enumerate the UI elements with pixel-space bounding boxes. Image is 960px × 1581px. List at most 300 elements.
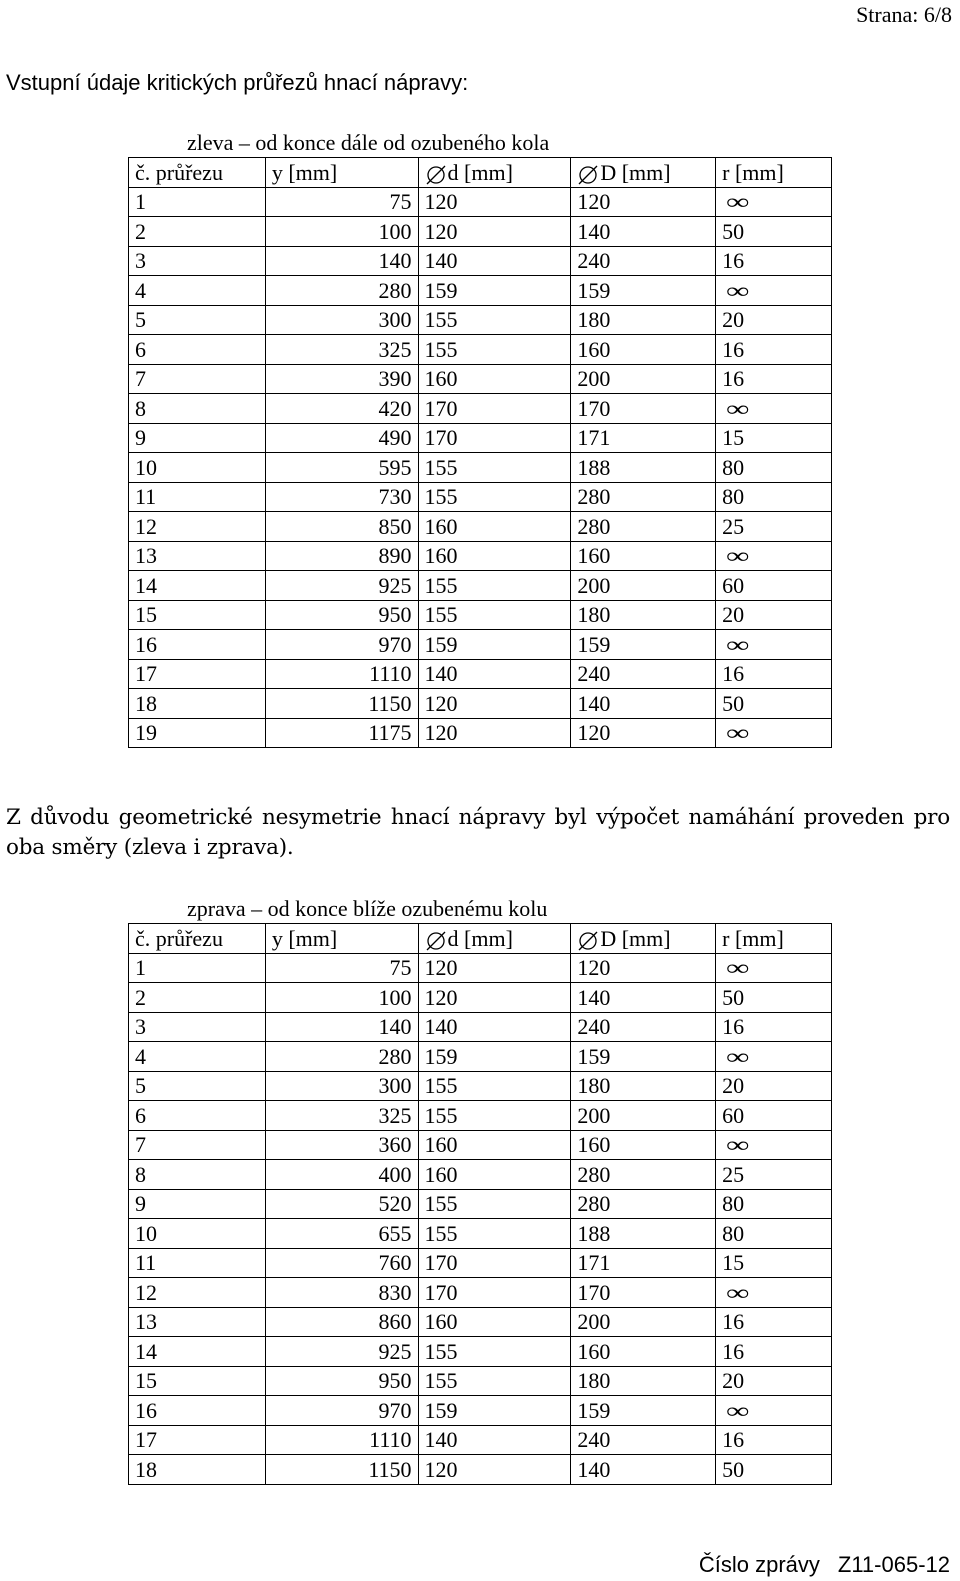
table-row	[129, 1248, 832, 1278]
cell-value: 160	[424, 1161, 458, 1187]
cell-D	[571, 1396, 716, 1426]
cell-value: 280	[577, 513, 611, 539]
cell-y	[265, 1396, 418, 1426]
cell-y	[265, 453, 418, 483]
infinity-symbol: ∞	[726, 955, 750, 981]
cell-value: 180	[577, 1368, 611, 1394]
cell-D	[571, 335, 716, 365]
cell-value: 16	[722, 1338, 745, 1364]
cell-value: 4	[135, 1043, 146, 1069]
cell-D	[571, 630, 716, 660]
cell-y	[265, 335, 418, 365]
cell-value: 155	[424, 1338, 458, 1364]
cell-value: 240	[577, 248, 611, 274]
diameter-icon	[425, 930, 447, 952]
cell-r	[716, 453, 832, 483]
cell-value: 159	[577, 631, 611, 657]
cell-value: 1	[135, 189, 146, 215]
cell-D	[571, 305, 716, 335]
cell-value: 120	[424, 218, 458, 244]
table-row	[129, 1307, 832, 1337]
cell-value: 140	[378, 1014, 412, 1040]
cell-value: 240	[577, 661, 611, 687]
table-row	[129, 1012, 832, 1042]
cell-y	[265, 571, 418, 601]
cell-value: 155	[424, 1191, 458, 1217]
cell-section-no	[129, 953, 266, 983]
cell-value: 160	[424, 543, 458, 569]
cell-value: 13	[135, 543, 157, 569]
cell-value: 160	[577, 336, 611, 362]
cell-section-no	[129, 571, 266, 601]
cell-section-no	[129, 187, 266, 217]
cell-value: 7	[135, 1132, 146, 1158]
table-row	[129, 423, 832, 453]
cell-value: 11	[135, 484, 157, 510]
cell-value: 830	[378, 1279, 412, 1305]
cell-value: 20	[722, 602, 745, 628]
cell-value: 200	[577, 1102, 611, 1128]
cell-r	[716, 364, 832, 394]
report-number: Z11-065-12	[837, 1552, 950, 1577]
cell-value: 16	[135, 1397, 157, 1423]
cell-value: 11	[135, 1250, 157, 1276]
cell-value: 6	[135, 1102, 146, 1128]
cell-value: 7	[135, 366, 146, 392]
table-row	[129, 1071, 832, 1101]
cell-r	[716, 1248, 832, 1278]
cell-value: 170	[424, 1250, 458, 1276]
cell-value: 12	[135, 1279, 157, 1305]
cell-value: 18	[135, 690, 157, 716]
cell-value: 19	[135, 720, 157, 746]
cell-value: 16	[722, 1427, 745, 1453]
cell-d	[418, 1396, 571, 1426]
cell-r	[716, 718, 832, 748]
cell-section-no	[129, 1130, 266, 1160]
cell-r	[716, 1366, 832, 1396]
cell-section-no	[129, 394, 266, 424]
table-row	[129, 659, 832, 689]
cell-value: 120	[577, 720, 611, 746]
cell-r	[716, 305, 832, 335]
cell-value: 890	[378, 543, 412, 569]
cell-y	[265, 1189, 418, 1219]
cell-value: 860	[378, 1309, 412, 1335]
table-right	[128, 923, 832, 1485]
cell-y	[265, 364, 418, 394]
cell-d	[418, 659, 571, 689]
cell-value: 970	[378, 1397, 412, 1423]
cell-value: 160	[424, 366, 458, 392]
cell-D	[571, 1071, 716, 1101]
cell-D	[571, 453, 716, 483]
cell-value: 50	[722, 984, 745, 1010]
cell-value: 155	[424, 336, 458, 362]
cell-D	[571, 512, 716, 542]
cell-value: 760	[378, 1250, 412, 1276]
cell-D	[571, 246, 716, 276]
cell-section-no	[129, 1248, 266, 1278]
cell-D	[571, 364, 716, 394]
cell-D	[571, 217, 716, 247]
cell-value: 25	[722, 1161, 745, 1187]
cell-value: 155	[424, 1368, 458, 1394]
header-r	[716, 924, 832, 954]
cell-value: 325	[378, 336, 412, 362]
cell-section-no	[129, 1307, 266, 1337]
cell-value: 180	[577, 307, 611, 333]
cell-value: 390	[378, 366, 412, 392]
infinity-symbol: ∞	[726, 1132, 750, 1158]
cell-r	[716, 1219, 832, 1249]
table-row	[129, 718, 832, 748]
header-label: D [mm]	[600, 925, 671, 951]
cell-d	[418, 217, 571, 247]
cell-D	[571, 482, 716, 512]
table-row	[129, 1337, 832, 1367]
cell-value: 159	[424, 277, 458, 303]
cell-value: 16	[722, 661, 745, 687]
cell-r	[716, 1189, 832, 1219]
cell-value: 140	[577, 984, 611, 1010]
cell-y	[265, 953, 418, 983]
cell-value: 10	[135, 1220, 157, 1246]
cell-D	[571, 1189, 716, 1219]
cell-section-no	[129, 1337, 266, 1367]
infinity-symbol: ∞	[726, 1043, 750, 1069]
cell-d	[418, 394, 571, 424]
table-row	[129, 453, 832, 483]
cell-y	[265, 1455, 418, 1485]
explanation-paragraph: Z důvodu geometrické nesymetrie hnací nápravy byl výpočet namáhání proveden pro oba směry (zleva i zprava).	[6, 805, 950, 860]
infinity-symbol: ∞	[726, 395, 750, 421]
cell-r	[716, 1337, 832, 1367]
cell-d	[418, 1455, 571, 1485]
cell-value: 140	[577, 218, 611, 244]
cell-value: 140	[378, 248, 412, 274]
cell-value: 159	[577, 277, 611, 303]
cell-value: 300	[378, 1073, 412, 1099]
cell-D	[571, 423, 716, 453]
header-D	[571, 924, 716, 954]
header-label: č. průřezu	[135, 925, 223, 951]
cell-d	[418, 1278, 571, 1308]
cell-d	[418, 305, 571, 335]
cell-d	[418, 1337, 571, 1367]
cell-section-no	[129, 718, 266, 748]
cell-value: 16	[722, 336, 745, 362]
cell-value: 120	[424, 984, 458, 1010]
table-row	[129, 541, 832, 571]
cell-value: 155	[424, 484, 458, 510]
cell-d	[418, 512, 571, 542]
cell-r	[716, 600, 832, 630]
cell-value: 25	[722, 513, 745, 539]
cell-r	[716, 1160, 832, 1190]
cell-D	[571, 187, 716, 217]
cell-y	[265, 1101, 418, 1131]
cell-value: 13	[135, 1309, 157, 1335]
table-row	[129, 394, 832, 424]
cell-value: 595	[378, 454, 412, 480]
cell-value: 3	[135, 1014, 146, 1040]
cell-value: 17	[135, 661, 157, 687]
cell-D	[571, 718, 716, 748]
cell-value: 950	[378, 1368, 412, 1394]
cell-value: 200	[577, 572, 611, 598]
cell-value: 8	[135, 1161, 146, 1187]
cell-r	[716, 983, 832, 1013]
cell-value: 20	[722, 1073, 745, 1099]
cell-r	[716, 423, 832, 453]
cell-value: 170	[424, 425, 458, 451]
table-row	[129, 1455, 832, 1485]
table-row	[129, 1130, 832, 1160]
cell-section-no	[129, 600, 266, 630]
cell-value: 15	[722, 1250, 745, 1276]
infinity-symbol: ∞	[726, 720, 750, 746]
cell-value: 180	[577, 1073, 611, 1099]
cell-section-no	[129, 305, 266, 335]
cell-value: 15	[722, 425, 745, 451]
cell-d	[418, 423, 571, 453]
cell-d	[418, 1219, 571, 1249]
table-row	[129, 246, 832, 276]
cell-d	[418, 335, 571, 365]
cell-value: 80	[722, 454, 745, 480]
cell-section-no	[129, 541, 266, 571]
cell-value: 120	[424, 720, 458, 746]
cell-value: 155	[424, 572, 458, 598]
cell-D	[571, 1042, 716, 1072]
header-y	[265, 924, 418, 954]
cell-r	[716, 1278, 832, 1308]
table-row	[129, 1219, 832, 1249]
footer	[699, 1552, 950, 1578]
cell-value: 60	[722, 572, 745, 598]
cell-value: 240	[577, 1014, 611, 1040]
cell-section-no	[129, 689, 266, 719]
cell-value: 17	[135, 1427, 157, 1453]
cell-value: 20	[722, 1368, 745, 1394]
cell-value: 159	[577, 1043, 611, 1069]
cell-y	[265, 1042, 418, 1072]
header-y	[265, 158, 418, 188]
header-label: y [mm]	[271, 159, 338, 185]
infinity-symbol: ∞	[726, 189, 750, 215]
cell-value: 655	[378, 1220, 412, 1246]
header-row	[129, 158, 832, 188]
cell-y	[265, 718, 418, 748]
cell-value: 2	[135, 218, 146, 244]
table-row	[129, 1189, 832, 1219]
cell-value: 170	[424, 1279, 458, 1305]
cell-r	[716, 394, 832, 424]
cell-section-no	[129, 1219, 266, 1249]
table-row	[129, 335, 832, 365]
cell-value: 170	[424, 395, 458, 421]
cell-d	[418, 1307, 571, 1337]
cell-value: 80	[722, 484, 745, 510]
table-row	[129, 187, 832, 217]
cell-r	[716, 246, 832, 276]
cell-D	[571, 541, 716, 571]
cell-D	[571, 1130, 716, 1160]
cell-section-no	[129, 1012, 266, 1042]
cell-D	[571, 1160, 716, 1190]
table-row	[129, 1278, 832, 1308]
cell-value: 155	[424, 454, 458, 480]
cell-value: 9	[135, 425, 146, 451]
cell-y	[265, 689, 418, 719]
cell-section-no	[129, 423, 266, 453]
cell-r	[716, 659, 832, 689]
cell-value: 8	[135, 395, 146, 421]
table-row	[129, 305, 832, 335]
table-row	[129, 1160, 832, 1190]
cell-value: 12	[135, 513, 157, 539]
cell-section-no	[129, 276, 266, 306]
cell-value: 280	[577, 1191, 611, 1217]
cell-value: 15	[135, 602, 157, 628]
cell-section-no	[129, 1101, 266, 1131]
cell-y	[265, 1130, 418, 1160]
cell-r	[716, 1101, 832, 1131]
cell-section-no	[129, 512, 266, 542]
cell-value: 155	[424, 1102, 458, 1128]
cell-value: 1175	[368, 720, 412, 746]
cell-D	[571, 1425, 716, 1455]
cell-y	[265, 482, 418, 512]
cell-value: 1150	[368, 690, 412, 716]
cell-value: 925	[378, 572, 412, 598]
cell-d	[418, 246, 571, 276]
table-right-caption: zprava – od konce blíže ozubenému kolu	[187, 896, 548, 921]
cell-value: 60	[722, 1102, 745, 1128]
cell-section-no	[129, 1071, 266, 1101]
cell-value: 200	[577, 1309, 611, 1335]
table-row	[129, 953, 832, 983]
cell-section-no	[129, 453, 266, 483]
cell-value: 155	[424, 1220, 458, 1246]
infinity-symbol: ∞	[726, 631, 750, 657]
cell-value: 155	[424, 602, 458, 628]
table-row	[129, 1425, 832, 1455]
table-row	[129, 276, 832, 306]
cell-value: 490	[378, 425, 412, 451]
cell-value: 950	[378, 602, 412, 628]
cell-d	[418, 630, 571, 660]
cell-r	[716, 1042, 832, 1072]
cell-r	[716, 276, 832, 306]
cell-value: 2	[135, 984, 146, 1010]
cell-value: 180	[577, 602, 611, 628]
cell-D	[571, 983, 716, 1013]
cell-y	[265, 512, 418, 542]
cell-D	[571, 1278, 716, 1308]
cell-value: 50	[722, 218, 745, 244]
infinity-symbol: ∞	[726, 1397, 750, 1423]
cell-value: 240	[577, 1427, 611, 1453]
cell-value: 140	[424, 1427, 458, 1453]
cell-value: 171	[577, 1250, 611, 1276]
cell-value: 280	[577, 484, 611, 510]
cell-section-no	[129, 1366, 266, 1396]
cell-value: 280	[577, 1161, 611, 1187]
cell-y	[265, 1366, 418, 1396]
header-section-no	[129, 158, 266, 188]
cell-D	[571, 1012, 716, 1042]
cell-section-no	[129, 659, 266, 689]
cell-d	[418, 453, 571, 483]
cell-value: 170	[577, 395, 611, 421]
cell-y	[265, 276, 418, 306]
cell-r	[716, 335, 832, 365]
table-row	[129, 630, 832, 660]
cell-r	[716, 482, 832, 512]
cell-d	[418, 276, 571, 306]
cell-y	[265, 600, 418, 630]
cell-value: 80	[722, 1191, 745, 1217]
header-label: d [mm]	[447, 925, 513, 951]
cell-D	[571, 1248, 716, 1278]
cell-section-no	[129, 1278, 266, 1308]
infinity-symbol: ∞	[726, 543, 750, 569]
cell-value: 160	[577, 543, 611, 569]
cell-section-no	[129, 335, 266, 365]
cell-d	[418, 1130, 571, 1160]
cell-y	[265, 1219, 418, 1249]
cell-y	[265, 1012, 418, 1042]
infinity-symbol: ∞	[726, 277, 750, 303]
table-row	[129, 1396, 832, 1426]
page-number: Strana: 6/8	[856, 2, 952, 27]
cell-d	[418, 1425, 571, 1455]
diameter-icon	[425, 164, 447, 186]
cell-value: 730	[378, 484, 412, 510]
cell-d	[418, 1042, 571, 1072]
cell-section-no	[129, 1425, 266, 1455]
cell-value: 14	[135, 1338, 157, 1364]
cell-r	[716, 1307, 832, 1337]
cell-value: 5	[135, 307, 146, 333]
cell-r	[716, 630, 832, 660]
header-r	[716, 158, 832, 188]
cell-d	[418, 689, 571, 719]
cell-value: 159	[424, 631, 458, 657]
cell-value: 280	[378, 1043, 412, 1069]
table-left	[128, 157, 832, 748]
cell-section-no	[129, 364, 266, 394]
cell-y	[265, 541, 418, 571]
cell-value: 10	[135, 454, 157, 480]
cell-value: 16	[722, 1014, 745, 1040]
diameter-icon	[577, 164, 599, 186]
cell-y	[265, 305, 418, 335]
header-label: r [mm]	[722, 159, 784, 185]
cell-value: 1110	[369, 661, 412, 687]
cell-r	[716, 217, 832, 247]
cell-value: 160	[577, 1132, 611, 1158]
cell-section-no	[129, 1396, 266, 1426]
cell-d	[418, 1366, 571, 1396]
cell-D	[571, 394, 716, 424]
cell-D	[571, 1307, 716, 1337]
cell-value: 280	[378, 277, 412, 303]
cell-value: 159	[424, 1043, 458, 1069]
cell-r	[716, 541, 832, 571]
